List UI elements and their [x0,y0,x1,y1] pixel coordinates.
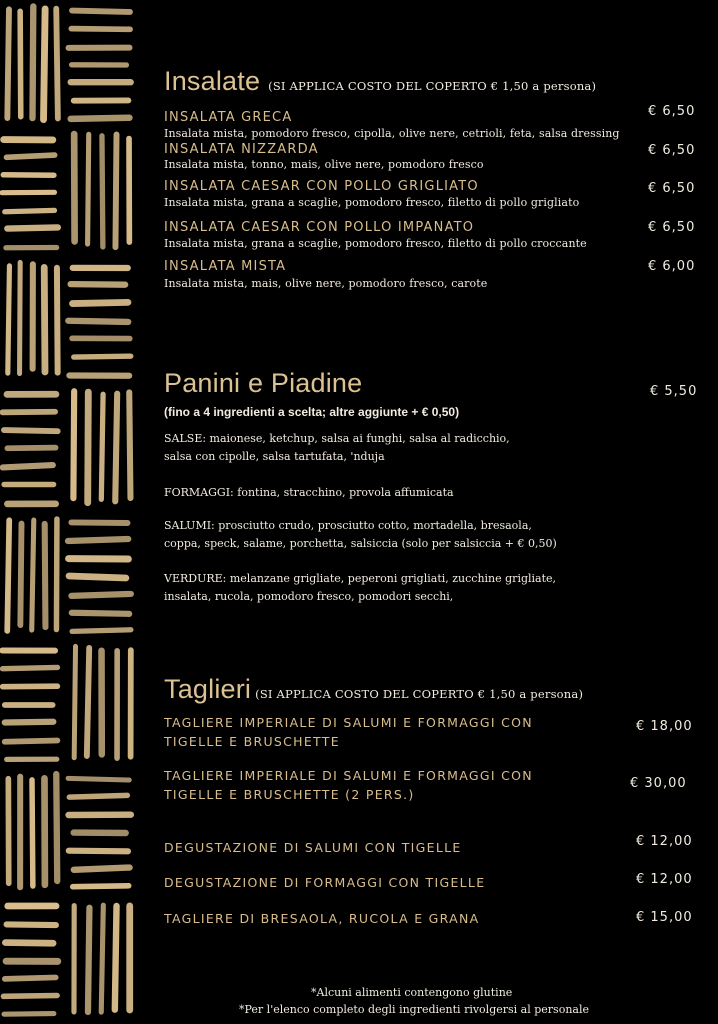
degustazione-formaggi-price: € 12,00 [636,872,693,887]
panini-ingredients-note: (fino a 4 ingredienti a scelta; altre aggiunte + € 0,50) [164,405,460,419]
degustazione-formaggi-name: DEGUSTAZIONE DI FORMAGGI CON TIGELLE [164,875,486,890]
insalate-section-title: Insalate (SI APPLICA COSTO DEL COPERTO € 1,50 a persona) [164,66,597,96]
verdure-line-2: insalata, rucola, pomodoro fresco, pomodori secchi, [164,590,454,603]
degustazione-salumi-price: € 12,00 [636,834,693,849]
insalata-mista-price: € 6,00 [648,259,696,274]
salse-line-1: SALSE: maionese, ketchup, salsa ai funghi, salsa al radicchio, [164,432,510,445]
insalata-nizzarda-desc: Insalata mista, tonno, mais, olive nere, pomodoro fresco [164,158,484,171]
taglieri-section-title: Taglieri (SI APPLICA COSTO DEL COPERTO € 1,50 a persona) [164,674,584,704]
taglieri-cover-charge-note: (SI APPLICA COSTO DEL COPERTO € 1,50 a persona) [255,687,584,701]
tagliere-bresaola-price: € 15,00 [636,910,693,925]
insalata-greca-desc: Insalata mista, pomodoro fresco, cipolla, olive nere, cetrioli, feta, salsa dressing [164,127,620,140]
insalata-caesar-impanato-name: INSALATA CAESAR CON POLLO IMPANATO [164,220,475,235]
panini-section-title: Panini e Piadine [164,368,363,398]
salse-line-2: salsa con cipolle, salsa tartufata, 'nduja [164,450,385,463]
insalata-nizzarda-name: INSALATA NIZZARDA [164,142,319,157]
insalata-caesar-impanato-desc: Insalata mista, grana a scaglie, pomodoro fresco, filetto di pollo croccante [164,237,587,250]
panini-price: € 5,50 [650,384,698,399]
tagliere-imperiale-name: TAGLIERE IMPERIALE DI SALUMI E FORMAGGI CON TIGELLE E BRUSCHETTE [164,715,533,749]
insalata-greca-name: INSALATA GRECA [164,110,293,125]
insalata-mista-name: INSALATA MISTA [164,259,287,274]
tagliere-imperiale-2pers-name: TAGLIERE IMPERIALE DI SALUMI E FORMAGGI CON TIGELLE E BRUSCHETTE (2 PERS.) [164,768,533,802]
insalata-nizzarda-price: € 6,50 [648,143,696,158]
tagliere-imperiale-2pers-price: € 30,00 [630,776,687,791]
insalate-cover-charge-note: (SI APPLICA COSTO DEL COPERTO € 1,50 a persona) [268,79,597,93]
footer-ingredients-note: *Per l'elenco completo degli ingredienti rivolgersi al personale [239,1003,589,1016]
decorative-stripe-pattern [0,0,135,1024]
formaggi-line: FORMAGGI: fontina, stracchino, provola affumicata [164,486,454,499]
insalata-caesar-impanato-price: € 6,50 [648,220,696,235]
tagliere-bresaola-name: TAGLIERE DI BRESAOLA, RUCOLA E GRANA [164,911,480,926]
degustazione-salumi-name: DEGUSTAZIONE DI SALUMI CON TIGELLE [164,840,462,855]
insalata-caesar-grigliato-desc: Insalata mista, grana a scaglie, pomodoro fresco, filetto di pollo grigliato [164,196,580,209]
insalata-greca-price: € 6,50 [648,104,696,119]
salumi-line-2: coppa, speck, salame, porchetta, salsiccia (solo per salsiccia + € 0,50) [164,537,557,550]
insalata-mista-desc: Insalata mista, mais, olive nere, pomodoro fresco, carote [164,277,488,290]
insalata-caesar-grigliato-name: INSALATA CAESAR CON POLLO GRIGLIATO [164,179,479,194]
insalata-caesar-grigliato-price: € 6,50 [648,181,696,196]
salumi-line-1: SALUMI: prosciutto crudo, prosciutto cotto, mortadella, bresaola, [164,519,532,532]
footer-gluten-note: *Alcuni alimenti contengono glutine [311,986,513,999]
tagliere-imperiale-price: € 18,00 [636,719,693,734]
verdure-line-1: VERDURE: melanzane grigliate, peperoni grigliati, zucchine grigliate, [164,572,557,585]
